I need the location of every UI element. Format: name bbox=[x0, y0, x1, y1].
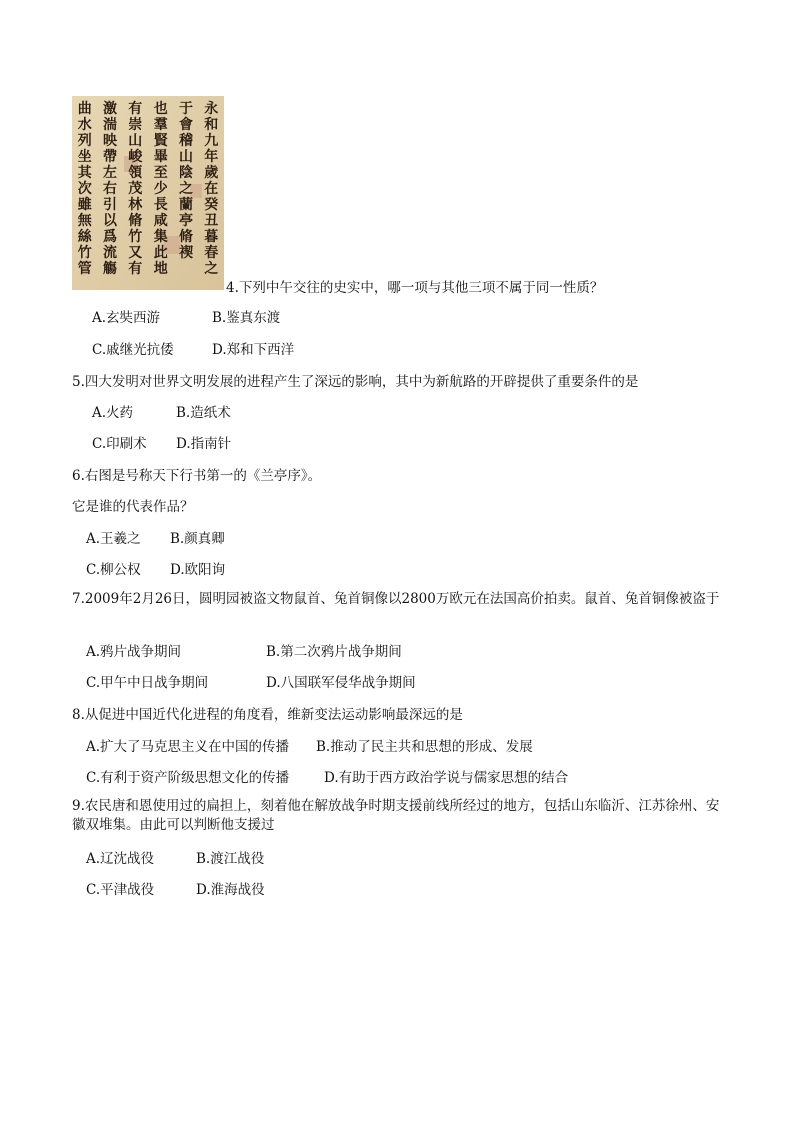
calligraphy-character: 無 bbox=[77, 213, 92, 229]
calligraphy-character: 管 bbox=[77, 261, 92, 277]
calligraphy-character: 右 bbox=[103, 181, 117, 197]
calligraphy-character: 有 bbox=[128, 261, 143, 277]
question-8-stem: 8.从促进中国近代化进程的角度看，维新变法运动影响最深远的是 bbox=[72, 707, 463, 723]
calligraphy-character: 次 bbox=[77, 181, 92, 197]
calligraphy-character: 稽 bbox=[179, 133, 193, 149]
calligraphy-character: 之 bbox=[179, 181, 193, 197]
calligraphy-character: 爲 bbox=[103, 229, 117, 245]
calligraphy-character: 和 bbox=[204, 117, 219, 133]
question-6-stem-line2: 它是谁的代表作品？ bbox=[72, 499, 194, 515]
calligraphy-character: 之 bbox=[204, 261, 219, 277]
calligraphy-character: 領 bbox=[128, 165, 143, 181]
calligraphy-character: 竹 bbox=[128, 229, 143, 245]
calligraphy-character: 羣 bbox=[153, 117, 168, 133]
calligraphy-character: 流 bbox=[103, 245, 117, 261]
calligraphy-character: 映 bbox=[103, 133, 117, 149]
q5-option-a: A.火药 bbox=[92, 405, 134, 421]
calligraphy-character: 在 bbox=[204, 181, 219, 197]
q9-option-b: B.渡江战役 bbox=[196, 851, 265, 867]
calligraphy-character: 陰 bbox=[179, 165, 193, 181]
question-4-stem: 4.下列中午交往的史实中，哪一项与其他三项不属于同一性质？ bbox=[226, 280, 604, 296]
q4-option-a: A.玄奘西游 bbox=[92, 310, 161, 326]
calligraphy-character: 茂 bbox=[128, 181, 143, 197]
question-6-stem: 6.右图是号称天下行书第一的《兰亭序》。 bbox=[72, 468, 322, 484]
calligraphy-character: 畢 bbox=[153, 149, 168, 165]
calligraphy-character: 峻 bbox=[128, 149, 143, 165]
calligraphy-character: 此 bbox=[153, 245, 168, 261]
q8-option-c: C.有利于资产阶级思想文化的传播 bbox=[86, 770, 290, 786]
calligraphy-character: 林 bbox=[128, 197, 143, 213]
calligraphy-character: 曲 bbox=[77, 101, 92, 117]
calligraphy-character: 癸 bbox=[204, 197, 219, 213]
calligraphy-character: 列 bbox=[77, 133, 92, 149]
q7-option-d: D.八国联军侵华战争期间 bbox=[266, 675, 416, 691]
q4-option-b: B.鉴真东渡 bbox=[212, 310, 281, 326]
lantingxu-calligraphy-image bbox=[72, 96, 224, 290]
question-7-stem: 7.2009年2月26日，圆明园被盗文物鼠首、兔首铜像以2800万欧元在法国高价拍卖。鼠首、兔首铜像被盗于 bbox=[72, 591, 720, 607]
calligraphy-character: 絲 bbox=[77, 229, 92, 245]
calligraphy-character: 崇 bbox=[128, 117, 143, 133]
calligraphy-character: 左 bbox=[103, 165, 117, 181]
q7-option-c: C.甲午中日战争期间 bbox=[86, 675, 209, 691]
calligraphy-character: 以 bbox=[103, 213, 117, 229]
calligraphy-character: 會 bbox=[179, 117, 193, 133]
calligraphy-character: 賢 bbox=[153, 133, 168, 149]
calligraphy-character: 脩 bbox=[179, 229, 193, 245]
calligraphy-character: 蘭 bbox=[179, 197, 193, 213]
q6-option-b: B.颜真卿 bbox=[170, 531, 225, 547]
calligraphy-character: 引 bbox=[103, 197, 117, 213]
calligraphy-character: 地 bbox=[153, 261, 168, 277]
q7-option-a: A.鸦片战争期间 bbox=[86, 644, 182, 660]
q5-option-d: D.指南针 bbox=[176, 436, 232, 452]
q9-option-d: D.淮海战役 bbox=[196, 882, 265, 898]
q4-option-c: C.戚继光抗倭 bbox=[92, 342, 174, 358]
q6-option-c: C.柳公权 bbox=[86, 562, 141, 578]
calligraphy-character: 其 bbox=[77, 165, 92, 181]
calligraphy-character: 水 bbox=[77, 117, 92, 133]
calligraphy-character: 年 bbox=[204, 149, 219, 165]
calligraphy-character: 春 bbox=[204, 245, 219, 261]
calligraphy-character: 觴 bbox=[103, 261, 117, 277]
q6-option-d: D.欧阳询 bbox=[170, 562, 226, 578]
q5-option-b: B.造纸术 bbox=[176, 405, 231, 421]
calligraphy-character: 咸 bbox=[153, 213, 168, 229]
calligraphy-character: 集 bbox=[153, 229, 168, 245]
calligraphy-character: 亭 bbox=[179, 213, 193, 229]
calligraphy-character: 有 bbox=[128, 101, 143, 117]
calligraphy-character: 激 bbox=[103, 101, 117, 117]
calligraphy-character: 永 bbox=[204, 101, 219, 117]
q4-option-d: D.郑和下西洋 bbox=[212, 342, 295, 358]
calligraphy-character: 坐 bbox=[77, 149, 92, 165]
calligraphy-character: 又 bbox=[128, 245, 143, 261]
calligraphy-character: 九 bbox=[204, 133, 219, 149]
q7-option-b: B.第二次鸦片战争期间 bbox=[266, 644, 402, 660]
calligraphy-character: 丑 bbox=[204, 213, 219, 229]
calligraphy-character: 暮 bbox=[204, 229, 219, 245]
q8-option-a: A.扩大了马克思主义在中国的传播 bbox=[86, 739, 290, 755]
calligraphy-character: 山 bbox=[179, 149, 193, 165]
q8-option-b: B.推动了民主共和思想的形成、发展 bbox=[316, 739, 533, 755]
calligraphy-character: 歲 bbox=[204, 165, 219, 181]
q8-option-d: D.有助于西方政治学说与儒家思想的结合 bbox=[324, 770, 569, 786]
calligraphy-character: 竹 bbox=[77, 245, 92, 261]
calligraphy-character: 雖 bbox=[77, 197, 92, 213]
calligraphy-character: 湍 bbox=[103, 117, 117, 133]
q5-option-c: C.印刷术 bbox=[92, 436, 147, 452]
calligraphy-character: 帶 bbox=[103, 149, 117, 165]
calligraphy-character: 脩 bbox=[128, 213, 143, 229]
calligraphy-character: 少 bbox=[153, 181, 168, 197]
q6-option-a: A.王羲之 bbox=[86, 531, 141, 547]
calligraphy-character: 也 bbox=[153, 101, 168, 117]
calligraphy-character: 長 bbox=[153, 197, 168, 213]
q9-option-c: C.平津战役 bbox=[86, 882, 155, 898]
calligraphy-character: 至 bbox=[153, 165, 168, 181]
question-5-stem: 5.四大发明对世界文明发展的进程产生了深远的影响，其中为新航路的开辟提供了重要条件的是 bbox=[72, 374, 639, 390]
question-9-stem: 9.农民唐和恩使用过的扁担上，刻着他在解放战争时期支援前线所经过的地方，包括山东临沂、江苏徐州、安徽双堆集。由此可以判断他支援过 bbox=[72, 798, 720, 833]
calligraphy-character: 禊 bbox=[179, 245, 193, 261]
calligraphy-character: 于 bbox=[179, 101, 193, 117]
q9-option-a: A.辽沈战役 bbox=[86, 851, 155, 867]
calligraphy-character: 山 bbox=[128, 133, 143, 149]
